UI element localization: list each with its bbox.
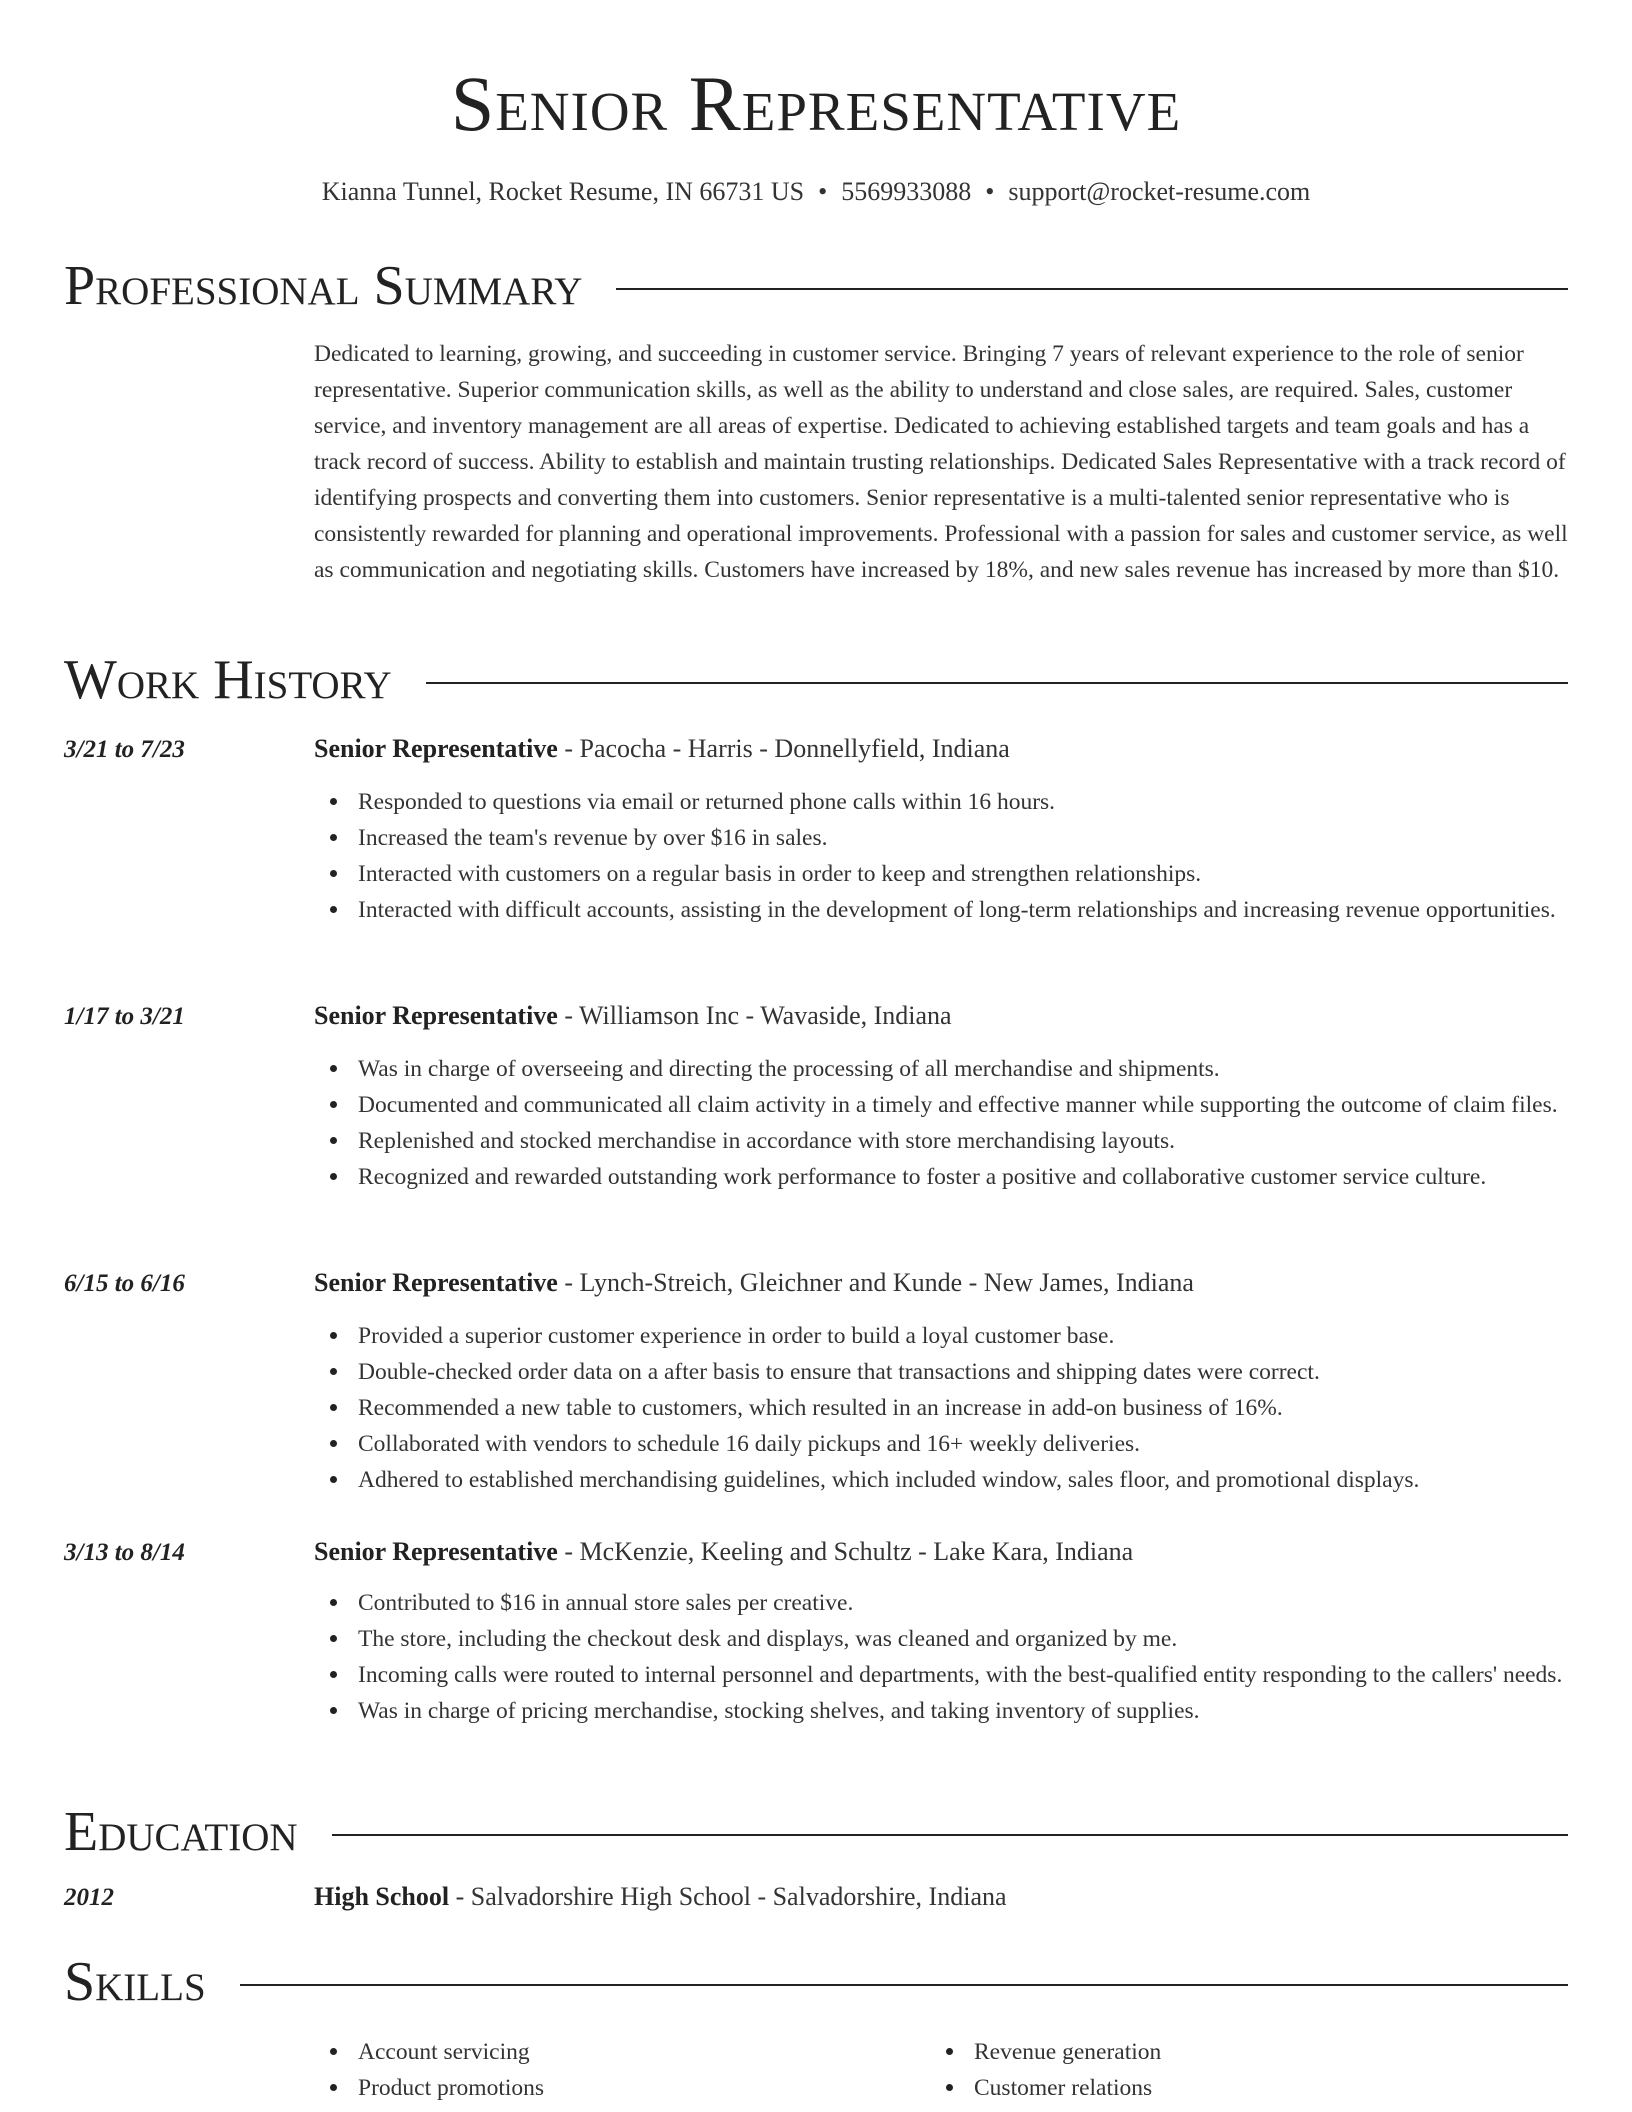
job-bullet: Increased the team's revenue by over $16 in sales. [314, 820, 1568, 856]
section-education-title: Education [64, 1801, 298, 1863]
job-entry [64, 1001, 1568, 1190]
job-details: - Lynch-Streich, Gleichner and Kunde - New James, Indiana [557, 1268, 1194, 1297]
job-entry [64, 734, 1568, 923]
job-role: Senior Representative [314, 1001, 558, 1030]
job-bullet: Adhered to established merchandising guidelines, which included window, sales floor, and promotional displays. [314, 1462, 1568, 1498]
job-date: 6/15 to 6/16 [64, 1270, 185, 1297]
contact-separator: • [818, 177, 828, 206]
section-summary-header [64, 254, 1568, 318]
section-skills-header [64, 1950, 1568, 2014]
job-bullet: Double-checked order data on a after basis to ensure that transactions and shipping dates were correct. [314, 1354, 1568, 1390]
education-details: - Salvadorshire High School - Salvadorshire, Indiana [449, 1882, 1007, 1911]
section-work-title: Work History [64, 649, 392, 711]
job-heading [314, 1001, 952, 1031]
job-bullet: The store, including the checkout desk and displays, was cleaned and organized by me. [314, 1621, 1568, 1657]
contact-separator: • [985, 177, 995, 206]
skill-item: Customer relations [930, 2070, 1530, 2106]
skills-list-right [930, 2034, 1530, 2106]
section-divider [332, 1834, 1568, 1836]
job-heading [314, 734, 1010, 764]
job-bullet: Documented and communicated all claim activity in a timely and effective manner while supporting the outcome of claim files. [314, 1087, 1568, 1123]
section-work-header [64, 648, 1568, 712]
summary-text: Dedicated to learning, growing, and succeeding in customer service. Bringing 7 years of relevant experience to the role of senior representative. Superior communication skills, as well as the ability to understand and close sales, are required. Sales, customer service, and inventory management are all areas of expertise. Dedicated to achieving established targets and team goals and has a track record of success. Ability to establish and maintain trusting relationships. Dedicated Sales Representative with a track record of identifying prospects and converting them into customers. Senior representative is a multi-talented senior representative who is consistently rewarded for planning and operational improvements. Professional with a passion for sales and customer service, as well as communication and negotiating skills. Customers have increased by 18%, and new sales revenue has increased by more than $10. [314, 341, 1568, 583]
job-bullet: Incoming calls were routed to internal personnel and departments, with the best-qualified entity responding to the callers' needs. [314, 1657, 1568, 1693]
job-bullet: Provided a superior customer experience in order to build a loyal customer base. [314, 1318, 1568, 1354]
job-date: 3/21 to 7/23 [64, 736, 185, 763]
job-bullet: Recommended a new table to customers, which resulted in an increase in add-on business of 16%. [314, 1390, 1568, 1426]
contact-line [0, 176, 1632, 208]
job-bullets [314, 1051, 1568, 1195]
education-heading [314, 1882, 1007, 1912]
education-entry [64, 1882, 1568, 1916]
job-bullet: Interacted with customers on a regular basis in order to keep and strengthen relationships. [314, 856, 1568, 892]
job-role: Senior Representative [314, 1537, 558, 1566]
job-role: Senior Representative [314, 1268, 558, 1297]
section-divider [426, 682, 1568, 684]
contact-email: support@rocket-resume.com [1008, 177, 1311, 206]
job-heading [314, 1537, 1133, 1567]
job-heading [314, 1268, 1194, 1298]
job-bullets [314, 784, 1568, 928]
job-bullet: Contributed to $16 in annual store sales per creative. [314, 1585, 1568, 1621]
section-summary-title: Professional Summary [64, 255, 583, 317]
job-bullet: Interacted with difficult accounts, assisting in the development of long-term relationships and increasing revenue opportunities. [314, 892, 1568, 928]
job-role: Senior Representative [314, 734, 558, 763]
section-skills-title: Skills [64, 1951, 206, 2013]
section-divider [240, 1984, 1568, 1986]
education-date: 2012 [64, 1884, 114, 1911]
job-entry [64, 1268, 1568, 1493]
job-bullet: Was in charge of overseeing and directing the processing of all merchandise and shipments. [314, 1051, 1568, 1087]
job-details: - McKenzie, Keeling and Schultz - Lake Kara, Indiana [557, 1537, 1134, 1566]
section-education-header [64, 1800, 1568, 1864]
job-bullet: Replenished and stocked merchandise in accordance with store merchandising layouts. [314, 1123, 1568, 1159]
job-entry [64, 1537, 1568, 1724]
section-divider [616, 288, 1568, 290]
resume-title: Senior Representative [450, 60, 1182, 147]
contact-address: Kianna Tunnel, Rocket Resume, IN 66731 US [321, 177, 805, 206]
job-bullets [314, 1585, 1568, 1729]
job-bullet: Recognized and rewarded outstanding work performance to foster a positive and collaborative customer service culture. [314, 1159, 1568, 1195]
job-bullet: Was in charge of pricing merchandise, stocking shelves, and taking inventory of supplies. [314, 1693, 1568, 1729]
job-bullets [314, 1318, 1568, 1498]
skill-item: Product promotions [314, 2070, 914, 2106]
job-bullet: Responded to questions via email or returned phone calls within 16 hours. [314, 784, 1568, 820]
job-details: - Williamson Inc - Wavaside, Indiana [557, 1001, 952, 1030]
skills-list-left [314, 2034, 914, 2106]
skill-item: Account servicing [314, 2034, 914, 2070]
job-date: 1/17 to 3/21 [64, 1003, 185, 1030]
skill-item: Revenue generation [930, 2034, 1530, 2070]
education-degree: High School [314, 1882, 450, 1911]
job-bullet: Collaborated with vendors to schedule 16 daily pickups and 16+ weekly deliveries. [314, 1426, 1568, 1462]
contact-phone: 5569933088 [841, 177, 972, 206]
job-date: 3/13 to 8/14 [64, 1539, 185, 1566]
job-details: - Pacocha - Harris - Donnellyfield, Indiana [557, 734, 1010, 763]
